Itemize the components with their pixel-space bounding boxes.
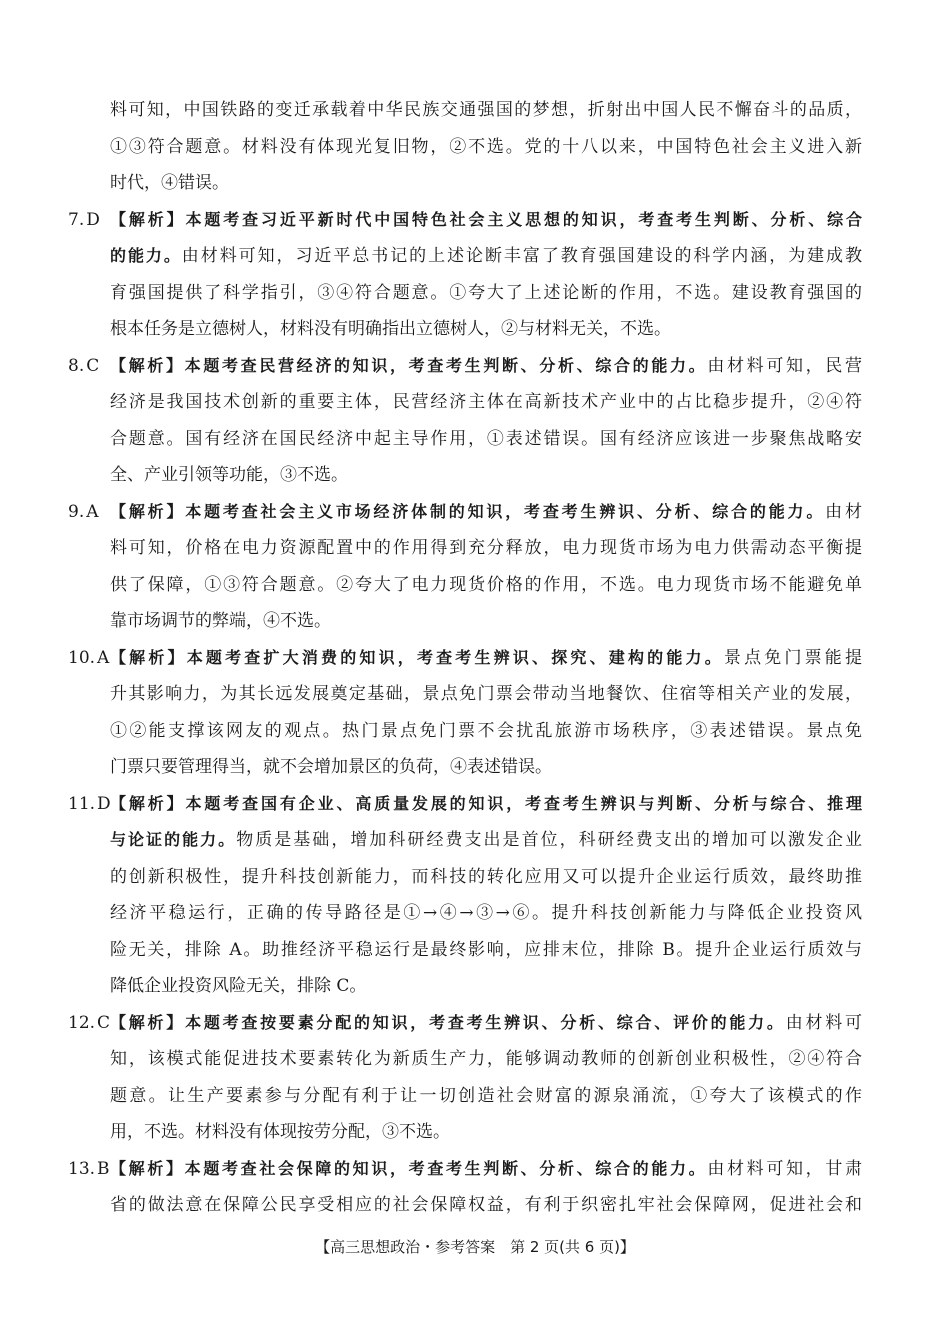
text-line: 经济是我国技术创新的重要主体，民营经济主体在高新技术产业中的占比稳步提升，②④符 — [110, 392, 862, 412]
analysis-heading: 【解析】本题考查习近平新时代中国特色社会主义思想的知识，考查考生判断、分析、综合 — [110, 209, 862, 229]
answer-item-12: 12. C 【解析】本题考查按要素分配的知识，考查考生辨识、分析、综合、评价的能力。由材料可 知，该模式能促进技术要素转化为新质生产力，能够调动教师的创新创业积极性，②④符合 题意。让生产要素参与分配有利于让一切创造社会财富的源泉涌流，①夸大了该模式的作 用，不选。材料没有体现按劳分配，③不选。 — [110, 1005, 862, 1151]
text-line: ①②能支撑该网友的观点。热门景点免门票不会扰乱旅游市场秩序，③表述错误。景点免 — [110, 720, 862, 741]
analysis-heading: 【解析】本题考查社会保障的知识，考查考生判断、分析、综合的能力。 — [110, 1158, 708, 1178]
text-line: 门票只要管理得当，就不会增加景区的负荷，④表述错误。 — [110, 757, 552, 777]
text-line: 育强国提供了科学指引，③④符合题意。①夸大了上述论断的作用，不选。建设教育强国的 — [110, 282, 862, 303]
intro-paragraph — [110, 92, 862, 202]
text-line: 供了保障，①③符合题意。②夸大了电力现货价格的作用，不选。电力现货市场不能避免单 — [110, 574, 862, 595]
text-line: 全、产业引领等功能，③不选。 — [110, 465, 348, 485]
analysis-heading: 【解析】本题考查国有企业、高质量发展的知识，考查考生辨识与判断、分析与综合、推理 — [110, 793, 862, 813]
answer-item-7: 7. D 【解析】本题考查习近平新时代中国特色社会主义思想的知识，考查考生判断、分析、综合 的能力。由材料可知，习近平总书记的上述论断丰富了教育强国建设的科学内涵，为建成教 育强国提供了科学指引，③④符合题意。①夸大了上述论断的作用，不选。建设教育强国的 根本任务是立德树人，材料没有明确指出立德树人，②与材料无关，不选。 — [110, 202, 862, 348]
text-line: 降低企业投资风险无关，排除 C。 — [110, 976, 367, 996]
analysis-heading: 【解析】本题考查社会主义市场经济体制的知识，考查考生辨识、分析、综合的能力。 — [110, 501, 826, 521]
question-number: 13. B — [68, 1158, 110, 1179]
question-number: 7. D — [68, 209, 100, 230]
analysis-heading-cont: 与论证的能力。 — [110, 830, 237, 849]
text-line: 题意。让生产要素参与分配有利于让一切创造社会财富的源泉涌流，①夸大了该模式的作 — [110, 1085, 862, 1106]
text-line: 料可知，价格在电力资源配置中的作用得到充分释放，电力现货市场为电力供需动态平衡提 — [110, 538, 862, 558]
analysis-heading-cont: 的能力。 — [110, 246, 182, 265]
question-number: 8. C — [68, 355, 100, 376]
question-number: 12. C — [68, 1012, 111, 1033]
answer-item-9: 9. A 【解析】本题考查社会主义市场经济体制的知识，考查考生辨识、分析、综合的能力。由材 料可知，价格在电力资源配置中的作用得到充分释放，电力现货市场为电力供需动态平衡提 供了保障，①③符合题意。②夸大了电力现货价格的作用，不选。电力现货市场不能避免单 靠市场调节的弊端，④不选。 — [110, 494, 862, 640]
answer-item-11: 11. D 【解析】本题考查国有企业、高质量发展的知识，考查考生辨识与判断、分析与综合、推理 与论证的能力。物质是基础，增加科研经费支出是首位，科研经费支出的增加可以激发企业 的创新积极性，提升科技创新能力，而科技的转化应用又可以提升企业运行质效，最终助推 经济平稳运行，正确的传导路径是①→④→③→⑥。提升科技创新能力与降低企业投资风 险无关，排除 A。助推经济平稳运行是最终影响，应排末位，排除 B。提升企业运行质效与 降低企业投资风险无关，排除 C。 — [110, 786, 862, 1005]
question-number: 9. A — [68, 501, 99, 522]
text-line: 的创新积极性，提升科技创新能力，而科技的转化应用又可以提升企业运行质效，最终助推 — [110, 866, 862, 887]
text-line: 合题意。国有经济在国民经济中起主导作用，①表述错误。国有经济应该进一步聚焦战略安 — [110, 428, 862, 449]
text-line: 省的做法意在保障公民享受相应的社会保障权益，有利于织密扎牢社会保障网，促进社会和 — [110, 1195, 862, 1215]
question-number: 11. D — [68, 793, 111, 814]
analysis-heading: 【解析】本题考查扩大消费的知识，考查考生辨识、探究、建构的能力。 — [110, 647, 724, 667]
text-line: 靠市场调节的弊端，④不选。 — [110, 611, 331, 631]
text-line: ①③符合题意。材料没有体现光复旧物，②不选。党的十八以来，中国特色社会主义进入新 — [110, 136, 862, 157]
text-line: 经济平稳运行，正确的传导路径是①→④→③→⑥。提升科技创新能力与降低企业投资风 — [110, 903, 862, 923]
question-number: 10. A — [68, 647, 110, 668]
answer-item-8: 8. C 【解析】本题考查民营经济的知识，考查考生判断、分析、综合的能力。由材料可知，民营 经济是我国技术创新的重要主体，民营经济主体在高新技术产业中的占比稳步提升，②④符 合题意。国有经济在国民经济中起主导作用，①表述错误。国有经济应该进一步聚焦战略安 全、产业引领等功能，③不选。 — [110, 348, 862, 494]
text-line: 险无关，排除 A。助推经济平稳运行是最终影响，应排末位，排除 B。提升企业运行质效与 — [110, 939, 862, 960]
text-line: 料可知，中国铁路的变迁承载着中华民族交通强国的梦想，折射出中国人民不懈奋斗的品质， — [110, 100, 862, 120]
text-line: 升其影响力，为其长远发展奠定基础，景点免门票会带动当地餐饮、住宿等相关产业的发展， — [110, 684, 862, 704]
text-line: 时代，④错误。 — [110, 173, 229, 193]
page-footer: 【高三思想政治・参考答案 第 2 页(共 6 页)】 — [315, 1238, 635, 1256]
answer-content — [0, 92, 950, 1224]
text-line: 根本任务是立德树人，材料没有明确指出立德树人，②与材料无关，不选。 — [110, 319, 671, 339]
analysis-heading: 【解析】本题考查按要素分配的知识，考查考生辨识、分析、综合、评价的能力。 — [110, 1012, 786, 1032]
answer-item-13: 13. B 【解析】本题考查社会保障的知识，考查考生判断、分析、综合的能力。由材料可知，甘肃 省的做法意在保障公民享受相应的社会保障权益，有利于织密扎牢社会保障网，促进社会和 — [110, 1151, 862, 1224]
text-line: 知，该模式能促进技术要素转化为新质生产力，能够调动教师的创新创业积极性，②④符合 — [110, 1049, 862, 1069]
answer-item-10: 10. A 【解析】本题考查扩大消费的知识，考查考生辨识、探究、建构的能力。景点免门票能提 升其影响力，为其长远发展奠定基础，景点免门票会带动当地餐饮、住宿等相关产业的发展， ①②能支撑该网友的观点。热门景点免门票不会扰乱旅游市场秩序，③表述错误。景点免 门票只要管理得当，就不会增加景区的负荷，④表述错误。 — [110, 640, 862, 786]
text-line: 用，不选。材料没有体现按劳分配，③不选。 — [110, 1122, 450, 1142]
analysis-heading: 【解析】本题考查民营经济的知识，考查考生判断、分析、综合的能力。 — [110, 355, 708, 375]
